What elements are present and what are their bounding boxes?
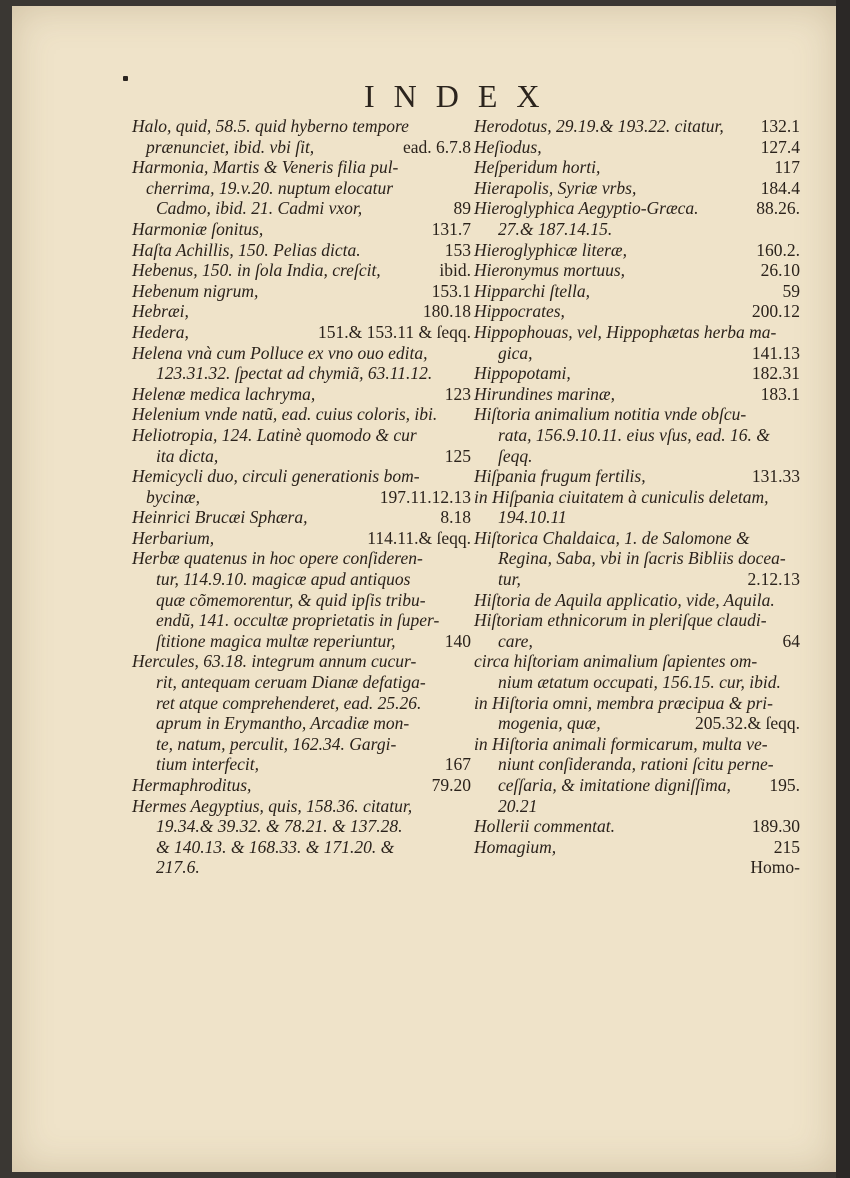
index-entry-text: Harmonia, Martis & Veneris filia pul- [132, 157, 399, 178]
page-reference: 189.30 [751, 816, 800, 837]
index-entry-text: Hiſtoria animalium notitia vnde obſcu- [474, 404, 747, 425]
index-entry-line [132, 775, 477, 796]
index-entry-line [132, 507, 477, 528]
page-reference: 153.1 [431, 280, 471, 301]
index-entry-text: Haſta Achillis, 150. Pelias dicta. [132, 239, 361, 260]
index-entry-text: circa hiſtoriam animalium ſapientes om- [474, 651, 758, 672]
index-entry-line [474, 466, 804, 487]
right-column [474, 116, 804, 878]
index-entry-text: Hiſtoriam ethnicorum in pleriſque claudi- [474, 610, 767, 631]
index-entry-line [474, 219, 804, 240]
index-entry-line [132, 672, 477, 693]
index-entry-text: mogenia, quæ, [498, 713, 601, 734]
index-entry-text: care, [498, 630, 533, 651]
index-entry-line [132, 857, 477, 878]
index-entry-line [132, 610, 477, 631]
page-reference: ead. 6.7.8 [402, 136, 471, 157]
index-entry-text: te, natum, perculit, 162.34. Gargi- [156, 733, 397, 754]
index-entry-line [474, 528, 804, 549]
index-entry-text: Hiſtorica Chaldaica, 1. de Salomone & [474, 527, 750, 548]
page-reference: 183.1 [760, 383, 800, 404]
index-entry-line [132, 363, 477, 384]
document-page [12, 6, 839, 1172]
index-entry-text: 194.10.11 [498, 507, 567, 528]
index-entry-line [132, 322, 477, 343]
index-entry-text: Hiſtoria de Aquila applicatio, vide, Aquila. [474, 589, 775, 610]
index-entry-text: Heſperidum horti, [474, 157, 601, 178]
index-entry-line [474, 487, 804, 508]
index-entry-text: Regina, Saba, vbi in ſacris Bibliis docea- [498, 548, 786, 569]
index-entry-text: endũ, 141. occultæ proprietatis in ſuper- [156, 610, 440, 631]
index-entry-text: Hieronymus mortuus, [474, 260, 626, 281]
index-entry-text: Hebræi, [132, 301, 189, 322]
index-entry-line [132, 734, 477, 755]
index-entry-line [132, 425, 477, 446]
page-reference: 131.7 [431, 218, 471, 239]
index-entry-line [132, 631, 477, 652]
page-reference: 180.18 [422, 301, 471, 322]
page-reference: ibid. [439, 260, 471, 281]
left-column [132, 116, 477, 878]
index-entry-text: Herodotus, 29.19.& 193.22. citatur, [474, 116, 724, 136]
index-entry-line [132, 528, 477, 549]
index-entry-line [474, 178, 804, 199]
index-entry-line [132, 837, 477, 858]
index-entry-text: 123.31.32. ſpectat ad chymiã, 63.11.12. [156, 363, 433, 384]
index-entry-text: Hirundines marinæ, [474, 383, 615, 404]
index-entry-line [474, 754, 804, 775]
index-entry-text: bycinæ, [146, 486, 200, 507]
page-reference: 89 [453, 198, 471, 219]
index-entry-line [474, 590, 804, 611]
index-entry-line [474, 548, 804, 569]
page-reference: 88.26. [756, 198, 800, 219]
index-entry-line [474, 651, 804, 672]
index-entry-text: tur, [498, 569, 521, 590]
index-entry-text: niunt conſideranda, rationi ſcitu perne- [498, 754, 774, 775]
index-entry-text: Hebenum nigrum, [132, 280, 259, 301]
page-reference: 117 [774, 157, 800, 178]
index-entry-line [132, 466, 477, 487]
index-entry-line [132, 713, 477, 734]
index-entry-line [132, 198, 477, 219]
index-entry-text: Heliotropia, 124. Latinè quomodo & cur [132, 424, 417, 445]
index-entry-text: ſtitione magica multæ reperiuntur, [156, 630, 396, 651]
page-reference: 182.31 [751, 363, 800, 384]
index-entry-line [132, 384, 477, 405]
page-reference: 160.2. [756, 239, 800, 260]
index-entry-line [132, 240, 477, 261]
index-entry-line [132, 157, 477, 178]
page-reference: 26.10 [760, 260, 800, 281]
index-entry-text: rata, 156.9.10.11. eius vſus, ead. 16. & [498, 424, 770, 445]
index-entry-line [132, 260, 477, 281]
page-reference: 140 [444, 630, 471, 651]
index-entry-text: Hippopotami, [474, 363, 571, 384]
index-entry-line [474, 631, 804, 652]
page-header: INDEX [364, 78, 559, 114]
page-reference: 151.& 153.11 & ſeqq. [318, 321, 471, 342]
index-entry-text: Hippophouas, vel, Hippophætas herba ma- [474, 321, 777, 342]
index-entry-text: Herbarium, [132, 527, 215, 548]
index-entry-text: in Hiſtoria animali formicarum, multa ve- [474, 733, 768, 754]
index-entry-line [474, 260, 804, 281]
index-entry-line [132, 116, 477, 137]
index-entry-text: Helenium vnde natũ, ead. cuius coloris, ibi. [132, 404, 438, 425]
index-entry-line [474, 775, 804, 796]
page-reference: 132.1 [760, 116, 800, 136]
index-entry-line [132, 754, 477, 775]
index-entry-line [474, 816, 804, 837]
index-entry-text: ceſſaria, & imitatione digniſſima, [498, 775, 731, 795]
index-entry-text: cherrima, 19.v.20. nuptum elocatur [146, 177, 394, 198]
page-reference: 153 [444, 239, 471, 260]
index-entry-text: Hercules, 63.18. integrum annum cucur- [132, 651, 417, 672]
index-entry-line [474, 837, 804, 858]
index-entry-text: 27.& 187.14.15. [498, 218, 613, 239]
index-entry-line [132, 301, 477, 322]
index-entry-line [132, 796, 477, 817]
scan-edge [836, 0, 850, 1178]
page-reference: 195. [769, 775, 800, 795]
index-entry-line [474, 343, 804, 364]
page-reference: 205.32.& ſeqq. [695, 713, 800, 734]
index-entry-text: Cadmo, ibid. 21. Cadmi vxor, [156, 198, 363, 219]
index-entry-text: Hierapolis, Syriæ vrbs, [474, 177, 637, 198]
index-entry-text: ret atque comprehenderet, ead. 25.26. [156, 692, 422, 713]
page-reference: 123 [444, 383, 471, 404]
index-entry-line [474, 404, 804, 425]
index-entry-text: 19.34.& 39.32. & 78.21. & 137.28. [156, 816, 403, 837]
index-entry-text: nium ætatum occupati, 156.15. cur, ibid. [498, 672, 781, 693]
index-entry-text: ſeqq. [498, 445, 533, 466]
index-entry-text: rit, antequam ceruam Dianæ defatiga- [156, 672, 426, 693]
index-entry-text: Helenæ medica lachryma, [132, 383, 316, 404]
index-entry-line [132, 590, 477, 611]
index-entry-text: Homagium, [474, 836, 557, 857]
index-entry-line [474, 322, 804, 343]
index-entry-line [132, 404, 477, 425]
index-entry-text: tur, 114.9.10. magicæ apud antiquos [156, 569, 411, 590]
index-entry-line [132, 281, 477, 302]
index-entry-line [474, 796, 804, 817]
index-entry-line [474, 116, 804, 137]
index-entry-text: Hedera, [132, 321, 189, 342]
page-reference: 197.11.12.13 [379, 486, 471, 507]
index-entry-line [474, 384, 804, 405]
page-reference: 215 [773, 836, 800, 857]
index-entry-text: Hippocrates, [474, 301, 565, 322]
page-reference: Homo- [750, 857, 800, 878]
index-entry-line [132, 446, 477, 467]
index-entry-text: Heſiodus, [474, 136, 542, 157]
index-entry-line [132, 178, 477, 199]
page-reference: 184.4 [760, 177, 800, 198]
index-entry-text: ita dicta, [156, 445, 219, 466]
index-entry-text: Hollerii commentat. [474, 816, 615, 837]
index-entry-line [474, 734, 804, 755]
page-reference: 131.33 [751, 466, 800, 487]
index-entry-line [132, 219, 477, 240]
index-entry-line [474, 672, 804, 693]
page-reference: 59 [782, 280, 800, 301]
page-reference: 114.11.& ſeqq. [367, 527, 471, 548]
index-entry-line [132, 569, 477, 590]
index-entry-line [474, 137, 804, 158]
index-entry-text: quæ cõmemorentur, & quid ipſis tribu- [156, 589, 426, 610]
index-entry-line [474, 569, 804, 590]
index-entry-text: gica, [498, 342, 533, 363]
index-entry-line [474, 693, 804, 714]
page-reference: 167 [444, 754, 471, 775]
index-entry-text: Halo, quid, 58.5. quid hyberno tempore [132, 116, 409, 136]
index-entry-line [474, 281, 804, 302]
index-entry-text: Hipparchi ſtella, [474, 280, 591, 301]
index-entry-line [474, 610, 804, 631]
index-entry-text: tium interfecit, [156, 754, 260, 775]
page-reference: 8.18 [440, 507, 471, 528]
index-entry-text: in Hiſtoria omni, membra præcipua & pri- [474, 692, 773, 713]
index-entry-text: 217.6. [156, 857, 200, 878]
index-entry-line [132, 693, 477, 714]
index-entry-text: Hiſpania frugum fertilis, [474, 466, 646, 487]
index-entry-line [474, 425, 804, 446]
page-reference: 125 [444, 445, 471, 466]
index-entry-line [474, 301, 804, 322]
index-entry-text: Hemicycli duo, circuli generationis bom- [132, 466, 420, 487]
page-reference: 64 [782, 630, 800, 651]
index-entry-line [132, 548, 477, 569]
index-entry-text: Helena vnà cum Polluce ex vno ouo edita, [132, 342, 428, 363]
index-entry-line [132, 137, 477, 158]
index-entry-line [474, 507, 804, 528]
index-entry-text: Hermaphroditus, [132, 775, 252, 795]
index-entry-line [474, 157, 804, 178]
index-entry-text: prænunciet, ibid. vbi ſit, [146, 136, 315, 157]
page-reference: 79.20 [431, 775, 471, 795]
index-entry-text: Hieroglyphicæ literæ, [474, 239, 627, 260]
index-entry-line [474, 713, 804, 734]
index-entry-text: Hermes Aegyptius, quis, 158.36. citatur, [132, 795, 413, 816]
index-entry-line [132, 651, 477, 672]
index-entry-text: & 140.13. & 168.33. & 171.20. & [156, 836, 395, 857]
printer-mark [123, 76, 128, 81]
index-entry-text: Heinrici Brucæi Sphæra, [132, 507, 308, 528]
index-entry-line [474, 198, 804, 219]
page-reference: 200.12 [751, 301, 800, 322]
page-reference: 2.12.13 [747, 569, 800, 590]
index-entry-text: 20.21 [498, 795, 538, 816]
page-reference: 141.13 [751, 342, 800, 363]
index-entry-line [132, 343, 477, 364]
index-entry-text: Hebenus, 150. in ſola India, creſcit, [132, 260, 381, 281]
page-reference: 127.4 [760, 136, 800, 157]
index-entry-line [132, 487, 477, 508]
index-entry-line [474, 240, 804, 261]
index-entry-text: Herbæ quatenus in hoc opere conſideren- [132, 548, 423, 569]
index-entry-line [474, 446, 804, 467]
index-entry-text: Hieroglyphica Aegyptio-Græca. [474, 198, 699, 219]
index-entry-line [474, 857, 804, 878]
index-entry-line [132, 816, 477, 837]
index-entry-text: aprum in Erymantho, Arcadiæ mon- [156, 713, 410, 734]
index-entry-line [474, 363, 804, 384]
index-entry-text: Harmoniæ ſonitus, [132, 218, 264, 239]
index-entry-text: in Hiſpania ciuitatem à cuniculis deletam, [474, 486, 769, 507]
